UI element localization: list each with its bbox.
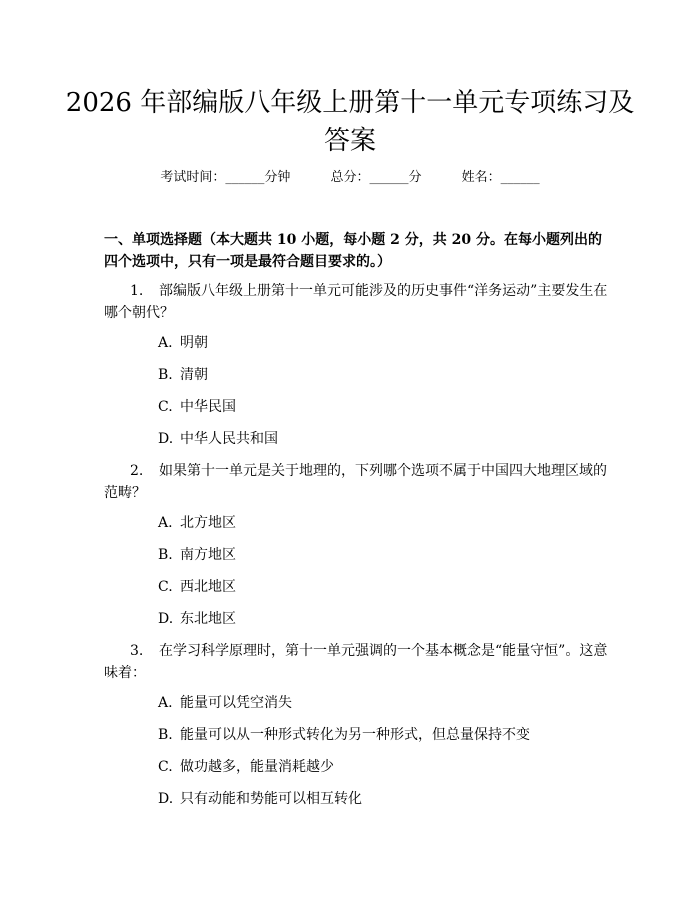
option-text: 中华人民共和国 <box>180 431 278 447</box>
option-letter: A. <box>158 335 173 351</box>
option-text: 中华民国 <box>180 399 236 415</box>
student-name <box>462 170 540 185</box>
question-3 <box>104 640 608 684</box>
exam-info <box>0 169 700 187</box>
option-text: 能量可以凭空消失 <box>180 695 292 711</box>
exam-time-unit: 分钟 <box>264 170 291 185</box>
option-text: 西北地区 <box>180 579 236 595</box>
option-a <box>158 333 208 353</box>
question-number: 2. <box>130 463 144 479</box>
option-letter: D. <box>158 431 174 447</box>
document-title: 2026 年部编版八年级上册第十一单元专项练习及答案 <box>65 88 635 156</box>
option-d <box>158 429 278 449</box>
question-number: 1. <box>130 283 144 299</box>
option-text: 东北地区 <box>180 611 236 627</box>
option-text: 只有动能和势能可以相互转化 <box>180 791 362 807</box>
option-d <box>158 789 362 809</box>
option-letter: C. <box>158 399 173 415</box>
total-score-blank: ______ <box>369 170 409 185</box>
option-letter: B. <box>158 727 173 743</box>
exam-time-label: 考试时间： <box>160 170 226 185</box>
option-a <box>158 513 236 533</box>
option-text: 能量可以从一种形式转化为另一种形式，但总量保持不变 <box>180 727 530 743</box>
option-letter: A. <box>158 695 173 711</box>
option-text: 南方地区 <box>180 547 236 563</box>
option-b <box>158 545 236 565</box>
question-number: 3. <box>130 643 144 659</box>
option-text: 北方地区 <box>180 515 236 531</box>
total-score <box>330 170 421 185</box>
question-text: 如果第十一单元是关于地理的，下列哪个选项不属于中国四大地理区域的范畴？ <box>104 463 607 501</box>
option-b <box>158 725 530 745</box>
option-letter: A. <box>158 515 173 531</box>
student-name-label: 姓名： <box>461 170 501 185</box>
option-letter: D. <box>158 791 174 807</box>
student-name-blank: ______ <box>500 170 540 185</box>
exam-time <box>160 170 290 185</box>
option-text: 清朝 <box>180 367 208 383</box>
option-letter: B. <box>158 367 173 383</box>
option-text: 做功越多，能量消耗越少 <box>180 759 334 775</box>
total-score-label: 总分： <box>330 170 370 185</box>
question-text: 在学习科学原理时，第十一单元强调的一个基本概念是“能量守恒”。这意味着： <box>104 643 608 681</box>
option-letter: C. <box>158 579 173 595</box>
section-heading: 一、单项选择题（本大题共 10 小题，每小题 2 分，共 20 分。在每小题列出的四个选项中，只有一项是最符合题目要求的。） <box>104 232 602 270</box>
question-2 <box>104 460 608 504</box>
option-letter: B. <box>158 547 173 563</box>
option-text: 明朝 <box>180 335 208 351</box>
total-score-unit: 分 <box>408 170 422 185</box>
question-text: 部编版八年级上册第十一单元可能涉及的历史事件“洋务运动”主要发生在哪个朝代？ <box>104 283 608 321</box>
option-letter: C. <box>158 759 173 775</box>
option-d <box>158 609 236 629</box>
option-letter: D. <box>158 611 174 627</box>
option-c <box>158 397 236 417</box>
option-b <box>158 365 208 385</box>
option-c <box>158 577 236 597</box>
question-1 <box>104 280 608 324</box>
exam-time-blank: ______ <box>225 170 265 185</box>
option-a <box>158 693 292 713</box>
option-c <box>158 757 334 777</box>
